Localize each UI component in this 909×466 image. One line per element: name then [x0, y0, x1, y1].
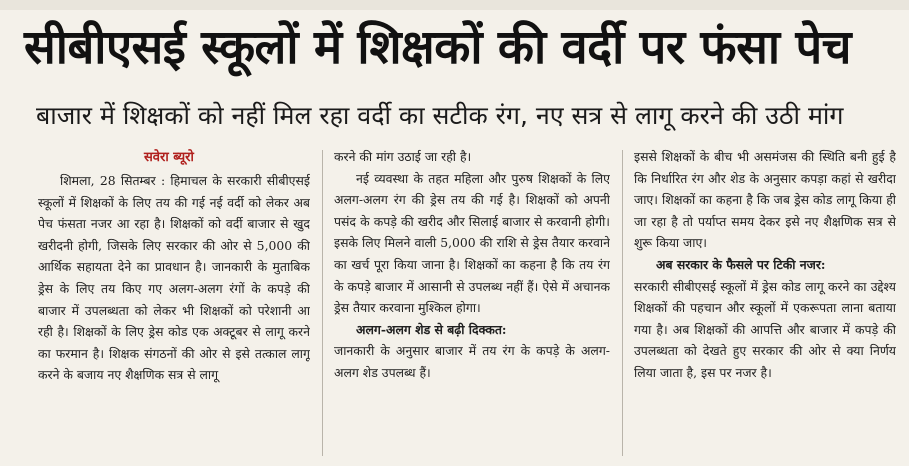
- paragraph: नई व्यवस्था के तहत महिला और पुरुष शिक्षकों के लिए अलग-अलग रंग की ड्रेस तय की गई है। शिक्षकों को अपनी पसंद के कपड़े की खरीद और सिलाई बाजार से करवानी होगी। इसके लिए मिलने वाली 5,000 की राशि से ड्रेस तैयार करवाने का खर्च पूरा किया जाना है। शिक्षकों का कहना है कि तय रंग के कपड़े बाजार में आसानी से उपलब्ध नहीं हैं। ऐसे में अचानक ड्रेस तैयार करवाना मुश्किल होगा।: [334, 170, 610, 316]
- paragraph: इससे शिक्षकों के बीच भी असमंजस की स्थिति बनी हुई है कि निर्धारित रंग और शेड के अनुसार कपड़ा कहां से खरीदा जाए। शिक्षकों का कहना है कि जब ड्रेस कोड लागू किया ही जा रहा है तो पर्याप्त समय देकर इसे नए शैक्षणिक सत्र से शुरू किया जाए।: [634, 149, 896, 251]
- paragraph: करने की मांग उठाई जा रही है।: [334, 149, 472, 164]
- section-subheading: [634, 254, 896, 276]
- section-subheading-text: अब सरकार के फैसले पर टिकी नजर:: [656, 256, 826, 272]
- column-2: [334, 146, 610, 460]
- paragraph: सरकारी सीबीएसई स्कूलों में ड्रेस कोड लागू करने का उद्देश्य शिक्षकों की पहचान और स्कूलों में एकरूपता लाना बताया गया है। अब शिक्षकों की आपत्ति और बाजार में कपड़े की उपलब्धता को देखते हुए सरकार की ओर से क्या निर्णय लिया जाता है, इस पर नजर है।: [634, 278, 896, 380]
- byline: सवेरा ब्यूरो: [144, 150, 194, 165]
- column-1: [38, 146, 310, 460]
- paragraph: जानकारी के अनुसार बाजार में तय रंग के कपड़े के अलग-अलग शेड उपलब्ध हैं।: [334, 343, 610, 380]
- column-divider: [622, 150, 623, 456]
- headline: सीबीएसई स्कूलों में शिक्षकों की वर्दी पर फंसा पेच: [24, 20, 851, 75]
- column-divider: [322, 150, 323, 456]
- section-subheading-text: अलग-अलग शेड से बढ़ी दिक्कत:: [356, 321, 507, 337]
- subheadline: बाजार में शिक्षकों को नहीं मिल रहा वर्दी का सटीक रंग, नए सत्र से लागू करने की उठी मांग: [36, 101, 844, 130]
- paragraph: शिमला, 28 सितम्बर : हिमाचल के सरकारी सीबीएसई स्कूलों में शिक्षकों के लिए तय की गई नई वर्दी को लेकर अब पेच फंसता नजर आ रहा है। शिक्षकों को वर्दी बाजार से खुद खरीदनी होगी, जिसके लिए सरकार की ओर से 5,000 की आर्थिक सहायता देने का प्रावधान है। जानकारी के मुताबिक ड्रेस के लिए तय किए गए अलग-अलग रंगों के कपड़े की बाजार में उपलब्धता को लेकर भी शिक्षकों को परेशानी आ रही है। शिक्षकों के लिए ड्रेस कोड एक अक्टूबर से लागू करने का फरमान है। शिक्षक संगठनों की ओर से इसे तत्काल लागू करने के बजाय नए शैक्षणिक सत्र से लागू: [38, 173, 310, 383]
- column-3: [634, 146, 896, 460]
- section-subheading: [334, 319, 610, 341]
